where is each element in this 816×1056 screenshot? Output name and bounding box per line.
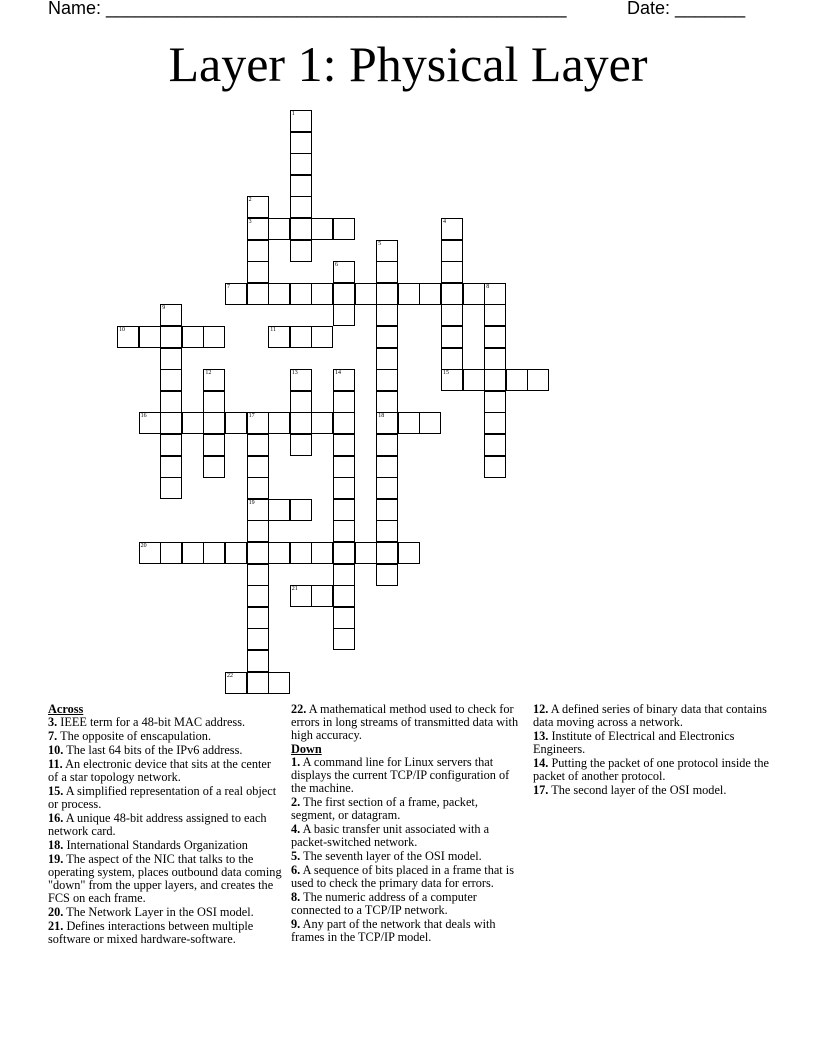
clue-number: 16	[140, 413, 147, 420]
grid-cell[interactable]	[376, 477, 398, 499]
grid-cell[interactable]	[117, 326, 139, 348]
clue-number: 17	[248, 413, 255, 420]
grid-cell[interactable]	[290, 499, 312, 521]
clue-item	[291, 891, 519, 917]
grid-cell[interactable]	[203, 326, 225, 348]
grid-cell[interactable]	[333, 542, 355, 564]
clue-item-number: 8.	[291, 890, 301, 904]
grid-cell[interactable]	[484, 304, 506, 326]
clue-item	[291, 756, 519, 795]
clue-item-number: 1.	[291, 755, 301, 769]
grid-cell[interactable]	[376, 564, 398, 586]
clue-item	[291, 864, 519, 890]
clue-item-number: 18.	[48, 838, 64, 852]
grid-cell[interactable]	[290, 218, 312, 240]
clue-item-text: The seventh layer of the OSI model.	[300, 849, 482, 863]
date-field[interactable]: Date: _______	[627, 0, 746, 18]
grid-cell[interactable]	[247, 564, 269, 586]
clue-item-number: 21.	[48, 919, 64, 933]
grid-cell[interactable]	[290, 175, 312, 197]
grid-cell[interactable]	[203, 542, 225, 564]
grid-cell[interactable]	[290, 412, 312, 434]
clue-item-number: 22.	[291, 702, 307, 716]
grid-cell[interactable]	[376, 326, 398, 348]
grid-cell[interactable]	[247, 520, 269, 542]
grid-cell[interactable]	[311, 585, 333, 607]
grid-cell[interactable]	[333, 607, 355, 629]
grid-cell[interactable]	[247, 218, 269, 240]
grid-cell[interactable]	[160, 391, 182, 413]
clue-number: 18	[378, 413, 385, 420]
clues-column-3	[533, 703, 769, 798]
grid-cell[interactable]	[225, 672, 247, 694]
clue-item-number: 20.	[48, 905, 64, 919]
grid-cell[interactable]	[160, 412, 182, 434]
clue-number: 21	[291, 586, 298, 593]
grid-cell[interactable]	[225, 283, 247, 305]
grid-cell[interactable]	[333, 218, 355, 240]
grid-cell[interactable]	[247, 542, 269, 564]
across-heading: Across	[48, 702, 84, 716]
grid-cell[interactable]	[484, 283, 506, 305]
clue-item-text: A mathematical method used to check for errors in long streams of transmitted data with high accuracy.	[291, 702, 519, 742]
grid-cell[interactable]	[333, 477, 355, 499]
clue-item	[291, 703, 519, 742]
clue-item	[48, 716, 284, 729]
clue-item-number: 5.	[291, 849, 301, 863]
grid-cell[interactable]	[311, 283, 333, 305]
clue-item-number: 13.	[533, 729, 549, 743]
clue-item-text: The aspect of the NIC that talks to the operating system, places outbound data coming "down" from the upper layers, and creates the FCS on each frame.	[48, 852, 282, 905]
grid-cell[interactable]	[484, 348, 506, 370]
grid-cell[interactable]	[247, 456, 269, 478]
grid-cell[interactable]	[247, 261, 269, 283]
clue-item-text: A command line for Linux servers that displays the current TCP/IP configuration of the machine.	[291, 755, 510, 795]
clue-number: 3	[248, 219, 252, 225]
grid-cell[interactable]	[290, 132, 312, 154]
clue-item-text: The numeric address of a computer connected to a TCP/IP network.	[291, 890, 477, 917]
grid-cell[interactable]	[311, 326, 333, 348]
grid-cell[interactable]	[441, 218, 463, 240]
clue-item-text: Institute of Electrical and Electronics Engineers.	[533, 729, 735, 756]
clue-number: 4	[443, 219, 446, 225]
clue-item-number: 3.	[48, 715, 58, 729]
grid-cell[interactable]	[484, 456, 506, 478]
down-heading: Down	[291, 742, 322, 756]
grid-cell[interactable]	[441, 348, 463, 370]
grid-cell[interactable]	[139, 542, 161, 564]
clue-item	[48, 853, 284, 905]
clue-item-number: 19.	[48, 852, 64, 866]
clue-item-text: The last 64 bits of the IPv6 address.	[63, 743, 243, 757]
clue-item-number: 14.	[533, 756, 549, 770]
grid-cell[interactable]	[290, 196, 312, 218]
grid-cell[interactable]	[290, 369, 312, 391]
clue-item-text: Any part of the network that deals with frames in the TCP/IP model.	[291, 917, 496, 944]
grid-cell[interactable]	[506, 369, 528, 391]
grid-cell[interactable]	[527, 369, 549, 391]
clue-number: 9	[162, 305, 166, 312]
grid-cell[interactable]	[203, 434, 225, 456]
clue-item-number: 2.	[291, 795, 301, 809]
grid-cell[interactable]	[139, 412, 161, 434]
grid-cell[interactable]	[203, 412, 225, 434]
grid-cell[interactable]	[203, 369, 225, 391]
clue-item	[48, 758, 284, 784]
grid-cell[interactable]	[376, 412, 398, 434]
grid-cell[interactable]	[463, 369, 485, 391]
grid-cell[interactable]	[419, 412, 441, 434]
grid-cell[interactable]	[333, 304, 355, 326]
clue-item	[291, 918, 519, 944]
grid-cell[interactable]	[333, 412, 355, 434]
clue-item-text: A sequence of bits placed in a frame that is used to check the primary data for errors.	[291, 863, 514, 890]
clue-number: 10	[119, 327, 125, 333]
grid-cell[interactable]	[376, 391, 398, 413]
clue-item-number: 16.	[48, 811, 64, 825]
clue-item-number: 7.	[48, 729, 58, 743]
grid-cell[interactable]	[333, 520, 355, 542]
clue-item	[533, 784, 769, 797]
grid-cell[interactable]	[376, 261, 398, 283]
grid-cell[interactable]	[398, 283, 420, 305]
grid-cell[interactable]	[160, 434, 182, 456]
clue-item-number: 6.	[291, 863, 301, 877]
clues-column-1	[48, 703, 284, 947]
grid-cell[interactable]	[203, 456, 225, 478]
clue-item-text: Putting the packet of one protocol inside the packet of another protocol.	[533, 756, 769, 783]
clue-item	[48, 839, 284, 852]
clue-item	[48, 906, 284, 919]
grid-cell[interactable]	[441, 240, 463, 262]
grid-cell[interactable]	[398, 412, 420, 434]
grid-cell[interactable]	[160, 348, 182, 370]
grid-cell[interactable]	[247, 434, 269, 456]
down-clue-list-cont	[533, 703, 769, 797]
page-title: Layer 1: Physical Layer	[168, 36, 648, 92]
grid-cell[interactable]	[160, 304, 182, 326]
clue-item-text: The Network Layer in the OSI model.	[63, 905, 254, 919]
grid-cell[interactable]	[290, 240, 312, 262]
clue-item	[533, 703, 769, 729]
clue-item	[291, 850, 519, 863]
grid-cell[interactable]	[441, 304, 463, 326]
grid-cell[interactable]	[441, 326, 463, 348]
clue-item	[291, 796, 519, 822]
grid-cell[interactable]	[484, 434, 506, 456]
grid-cell[interactable]	[484, 369, 506, 391]
grid-cell[interactable]	[247, 672, 269, 694]
grid-cell[interactable]	[398, 542, 420, 564]
grid-cell[interactable]	[247, 585, 269, 607]
grid-cell[interactable]	[376, 499, 398, 521]
clue-item-number: 9.	[291, 917, 301, 931]
grid-cell[interactable]	[268, 672, 290, 694]
grid-cell[interactable]	[311, 542, 333, 564]
grid-cell[interactable]	[333, 434, 355, 456]
grid-cell[interactable]	[376, 240, 398, 262]
clue-item-text: The opposite of enscapulation.	[57, 729, 212, 743]
grid-cell[interactable]	[290, 585, 312, 607]
clue-item-text: A unique 48-bit address assigned to each network card.	[48, 811, 267, 838]
grid-cell[interactable]	[247, 412, 269, 434]
grid-cell[interactable]	[441, 369, 463, 391]
grid-cell[interactable]	[268, 499, 290, 521]
grid-cell[interactable]	[333, 283, 355, 305]
clue-item	[48, 920, 284, 946]
grid-cell[interactable]	[247, 607, 269, 629]
grid-cell[interactable]	[268, 542, 290, 564]
grid-cell[interactable]	[333, 499, 355, 521]
grid-cell[interactable]	[160, 456, 182, 478]
grid-cell[interactable]	[247, 628, 269, 650]
grid-cell[interactable]	[441, 261, 463, 283]
grid-cell[interactable]	[160, 477, 182, 499]
clue-number: 2	[248, 197, 252, 204]
grid-cell[interactable]	[290, 391, 312, 413]
clues-column-2	[291, 703, 519, 945]
clue-item-number: 15.	[48, 784, 64, 798]
grid-cell[interactable]	[268, 412, 290, 434]
grid-cell[interactable]	[247, 477, 269, 499]
clue-number: 6	[335, 262, 338, 269]
grid-cell[interactable]	[333, 585, 355, 607]
grid-cell[interactable]	[247, 650, 269, 672]
clue-number: 11	[270, 327, 276, 333]
grid-cell[interactable]	[290, 434, 312, 456]
grid-cell[interactable]	[290, 326, 312, 348]
clue-item-text: IEEE term for a 48-bit MAC address.	[57, 715, 246, 729]
grid-cell[interactable]	[225, 542, 247, 564]
grid-cell[interactable]	[182, 542, 204, 564]
clue-item-number: 12.	[533, 702, 549, 716]
clue-number: 22	[227, 672, 233, 679]
grid-cell[interactable]	[311, 218, 333, 240]
grid-cell[interactable]	[333, 564, 355, 586]
clue-number: 13	[291, 370, 298, 377]
grid-cell[interactable]	[182, 326, 204, 348]
clue-item	[533, 730, 769, 756]
grid-cell[interactable]	[160, 326, 182, 348]
grid-cell[interactable]	[247, 499, 269, 521]
grid-cell[interactable]	[376, 348, 398, 370]
grid-cell[interactable]	[182, 412, 204, 434]
grid-cell[interactable]	[268, 218, 290, 240]
grid-cell[interactable]	[376, 434, 398, 456]
clue-item	[291, 823, 519, 849]
across-clue-list-cont	[291, 703, 519, 742]
grid-cell[interactable]	[160, 369, 182, 391]
down-clue-list	[291, 756, 519, 944]
grid-cell[interactable]	[160, 542, 182, 564]
grid-cell[interactable]	[290, 283, 312, 305]
grid-cell[interactable]	[247, 240, 269, 262]
clue-item-text: A defined series of binary data that contains data moving across a network.	[533, 702, 767, 729]
grid-cell[interactable]	[376, 304, 398, 326]
clue-number: 20	[140, 543, 147, 549]
grid-cell[interactable]	[290, 542, 312, 564]
clue-item-text: An electronic device that sits at the center of a star topology network.	[48, 757, 271, 784]
grid-cell[interactable]	[311, 412, 333, 434]
grid-cell[interactable]	[463, 283, 485, 305]
clue-item-number: 4.	[291, 822, 301, 836]
grid-cell[interactable]	[376, 369, 398, 391]
clue-item-number: 17.	[533, 783, 549, 797]
grid-cell[interactable]	[484, 391, 506, 413]
clue-number: 1	[291, 111, 295, 117]
grid-cell[interactable]	[355, 283, 377, 305]
grid-cell[interactable]	[376, 283, 398, 305]
clue-number: 15	[443, 370, 449, 377]
clue-item-text: The second layer of the OSI model.	[548, 783, 727, 797]
clue-item-text: International Standards Organization	[63, 838, 248, 852]
clue-item-text: The first section of a frame, packet, segment, or datagram.	[291, 795, 478, 822]
clue-number: 8	[486, 283, 490, 290]
grid-cell[interactable]	[333, 369, 355, 391]
grid-cell[interactable]	[484, 412, 506, 434]
clue-number: 14	[335, 370, 341, 377]
grid-cell[interactable]	[333, 628, 355, 650]
grid-cell[interactable]	[225, 412, 247, 434]
grid-cell[interactable]	[333, 456, 355, 478]
clue-item	[48, 812, 284, 838]
clue-item	[533, 757, 769, 783]
clue-number: 19	[248, 499, 255, 506]
clue-item-number: 11.	[48, 757, 63, 771]
grid-cell[interactable]	[290, 110, 312, 132]
grid-cell[interactable]	[376, 456, 398, 478]
grid-cell[interactable]	[139, 326, 161, 348]
grid-cell[interactable]	[484, 326, 506, 348]
clue-number: 12	[205, 370, 212, 377]
name-field[interactable]: Name: ______________________________________________	[48, 0, 567, 18]
clue-number: 5	[378, 240, 382, 247]
clue-item-text: A simplified representation of a real object or process.	[48, 784, 277, 811]
grid-cell[interactable]	[333, 261, 355, 283]
clue-item	[48, 730, 284, 743]
grid-cell[interactable]	[376, 520, 398, 542]
clue-item-text: Defines interactions between multiple software or mixed hardware-software.	[48, 919, 254, 946]
grid-cell[interactable]	[290, 153, 312, 175]
grid-cell[interactable]	[441, 283, 463, 305]
grid-cell[interactable]	[203, 391, 225, 413]
grid-cell[interactable]	[268, 283, 290, 305]
grid-cell[interactable]	[333, 391, 355, 413]
clue-number: 7	[227, 283, 230, 290]
grid-cell[interactable]	[355, 542, 377, 564]
grid-cell[interactable]	[268, 326, 290, 348]
grid-cell[interactable]	[247, 196, 269, 218]
clue-item-number: 10.	[48, 743, 64, 757]
across-clue-list	[48, 716, 284, 946]
clue-item-text: A basic transfer unit associated with a packet-switched network.	[291, 822, 490, 849]
clue-item	[48, 744, 284, 757]
grid-cell[interactable]	[419, 283, 441, 305]
grid-cell[interactable]	[376, 542, 398, 564]
clue-item	[48, 785, 284, 811]
grid-cell[interactable]	[247, 283, 269, 305]
